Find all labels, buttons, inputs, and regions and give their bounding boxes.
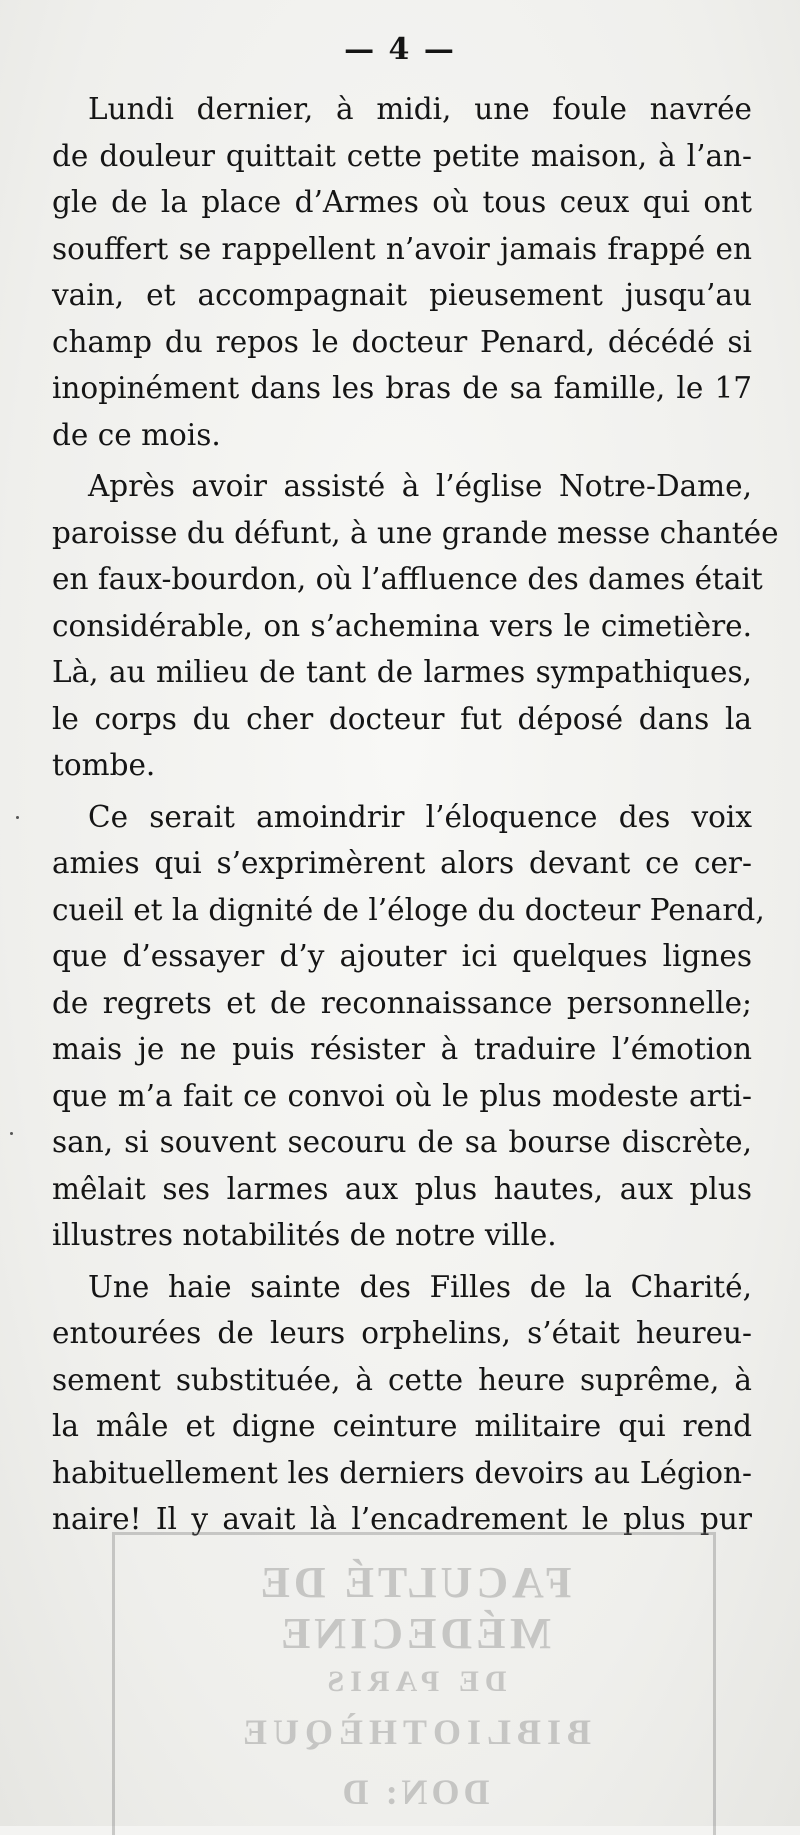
text-line: considérable, on s’achemina vers le cimetière.	[52, 608, 752, 643]
text-line: naire! Il y avait là l’encadrement le plus pur	[52, 1502, 752, 1536]
text-line: san, si souvent secouru de sa bourse discrète,	[52, 1125, 752, 1159]
text-line: Ce serait amoindrir l’éloquence des voix	[88, 799, 752, 834]
stamp-line: DE PARIS	[321, 1665, 507, 1698]
text-line: de ce mois.	[52, 417, 221, 452]
ink-speck	[10, 1132, 13, 1135]
text-line: paroisse du défunt, à une grande messe chantée	[52, 515, 779, 550]
text-line: Là, au milieu de tant de larmes sympathiques,	[52, 655, 752, 689]
text-line: Après avoir assisté à l’église Notre-Dame,	[88, 469, 752, 503]
body-text	[52, 86, 779, 1543]
text-line: Lundi dernier, à midi, une foule navrée	[88, 92, 752, 126]
text-line: mêlait ses larmes aux plus hautes, aux plus	[52, 1171, 752, 1206]
text-line: Une haie sainte des Filles de la Charité,	[88, 1269, 752, 1304]
paragraph	[52, 1264, 752, 1543]
paragraph	[52, 86, 752, 458]
text-line: habituellement les derniers devoirs au Légion-	[52, 1455, 752, 1490]
text-line: de regrets et de reconnaissance personnelle;	[52, 985, 752, 1020]
text-line: le corps du cher docteur fut déposé dans la	[52, 701, 752, 736]
stamp-line: FACULTÉ DE MÉDECINE	[256, 1558, 572, 1658]
text-line: la mâle et digne ceinture militaire qui rend	[52, 1409, 752, 1443]
text-line: inopinément dans les bras de sa famille, le 17	[52, 371, 752, 405]
text-line: mais je ne puis résister à traduire l’émotion	[52, 1032, 752, 1066]
text-line: que m’a fait ce convoi où le plus modeste arti-	[52, 1078, 752, 1113]
text-line: en faux-bourdon, où l’affluence des dames était	[52, 562, 763, 596]
text-line: gle de la place d’Armes où tous ceux qui ont	[52, 185, 752, 219]
text-line: champ du repos le docteur Penard, décédé si	[52, 324, 752, 359]
text-line: illustres notabilités de notre ville.	[52, 1218, 557, 1252]
paragraph	[52, 463, 779, 789]
stamp-line: BIBLIOTHÈQUE	[236, 1712, 592, 1752]
text-line: sement substituée, à cette heure suprême, à	[52, 1362, 752, 1397]
text-line: entourées de leurs orphelins, s’était heureu-	[52, 1316, 752, 1350]
text-line: tombe.	[52, 748, 156, 782]
stamp-line: DON: D	[338, 1772, 490, 1812]
page-number: — 4 —	[344, 32, 456, 67]
text-line: souffert se rappellent n’avoir jamais frappé en	[52, 231, 752, 266]
text-line: cueil et la dignité de l’éloge du docteur Penard,	[52, 892, 765, 927]
text-line: vain, et accompagnait pieusement jusqu’au	[52, 278, 752, 312]
text-line: que d’essayer d’y ajouter ici quelques lignes	[52, 939, 752, 973]
text-line: amies qui s’exprimèrent alors devant ce cer-	[52, 846, 752, 880]
paragraph	[52, 794, 765, 1259]
ink-speck	[16, 816, 19, 819]
library-stamp	[112, 1532, 716, 1835]
text-line: de douleur quittait cette petite maison, à l’an-	[52, 138, 752, 173]
